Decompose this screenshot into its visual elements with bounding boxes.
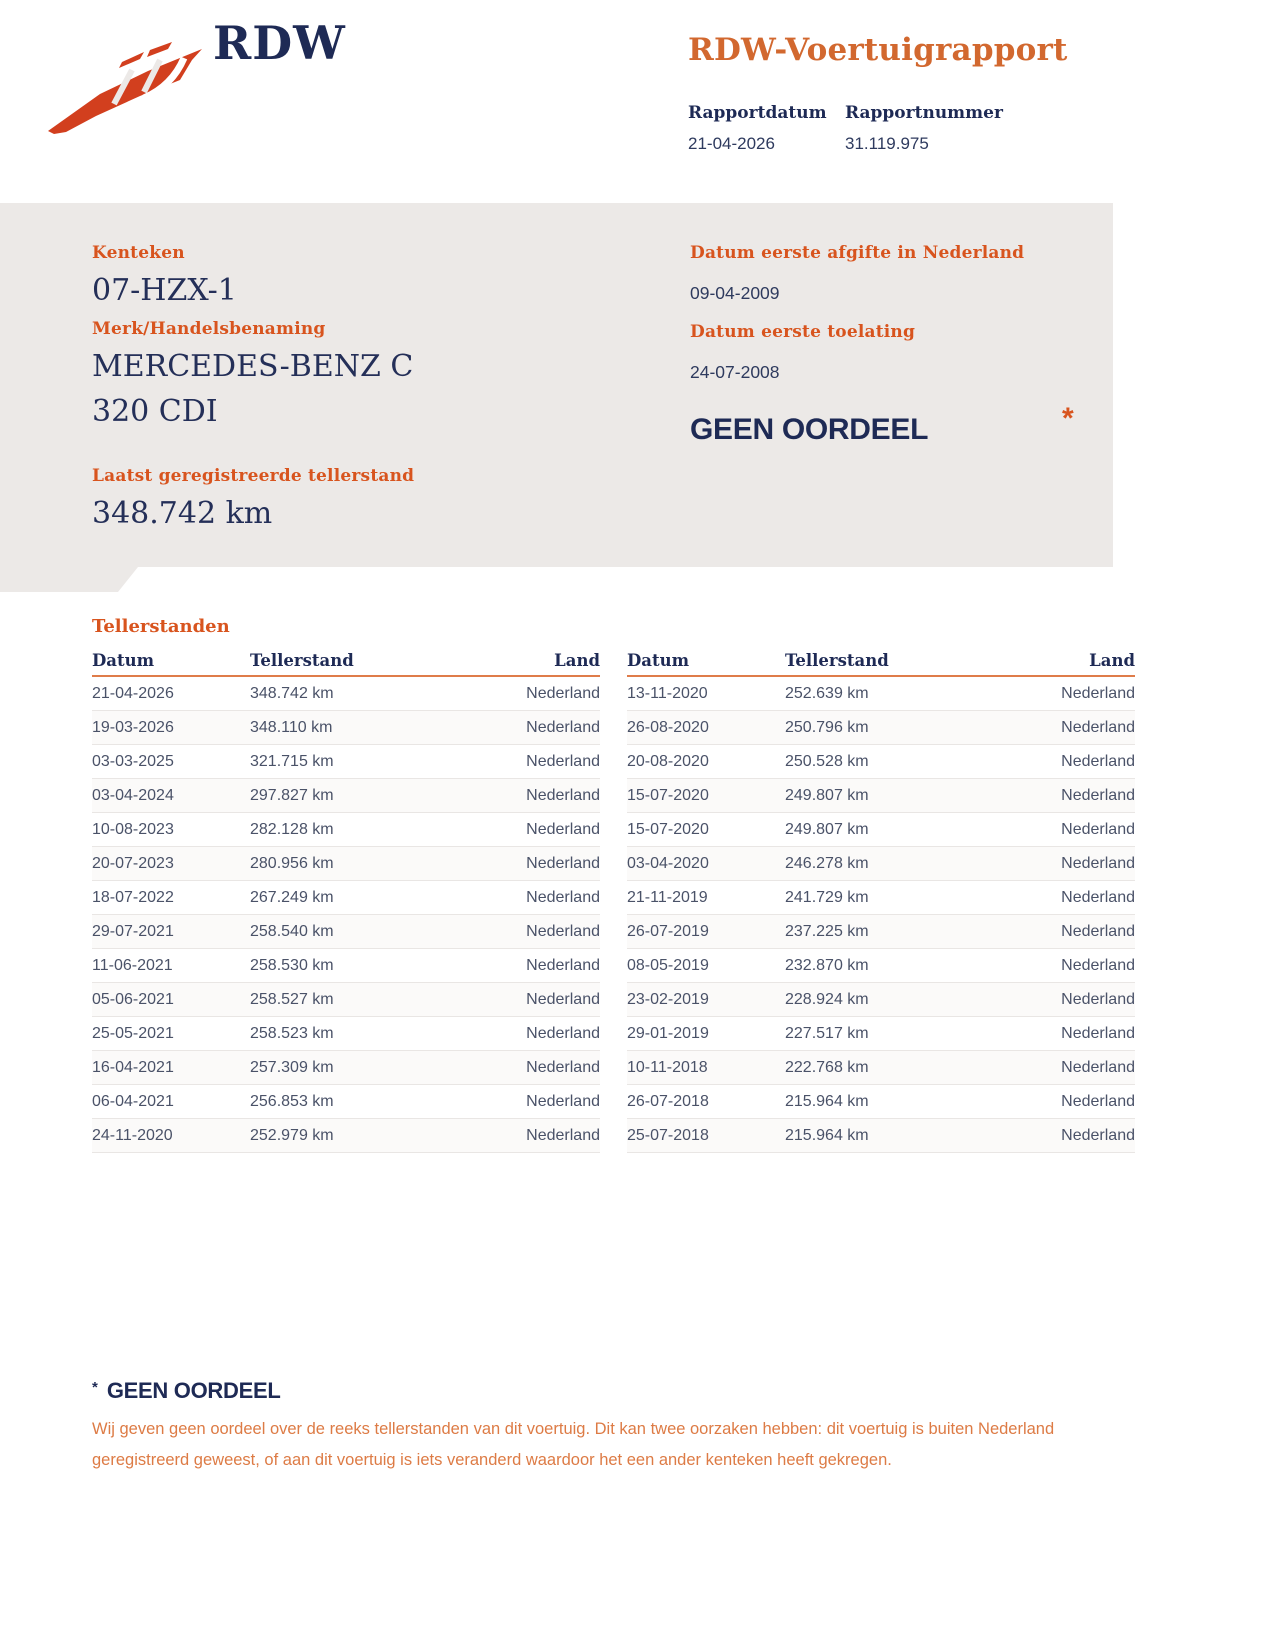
tellerstanden-table-right — [627, 646, 1135, 1153]
tellerstanden-table-left — [92, 646, 600, 1153]
table-row — [92, 677, 600, 711]
table-cell: 15-07-2020 — [627, 786, 709, 804]
table-cell: 08-05-2019 — [627, 956, 709, 974]
logo-wordmark: RDW — [213, 16, 346, 70]
table-cell: 16-04-2021 — [92, 1058, 174, 1076]
table-cell: Nederland — [526, 752, 600, 770]
table-cell: 23-02-2019 — [627, 990, 709, 1008]
table-row — [627, 1017, 1135, 1051]
table-cell: Nederland — [526, 956, 600, 974]
table-row — [92, 779, 600, 813]
table-cell: 29-01-2019 — [627, 1024, 709, 1042]
table-cell: 25-05-2021 — [92, 1024, 174, 1042]
column-header: Tellerstand — [250, 651, 354, 670]
tellerstanden-tables — [92, 646, 1135, 1153]
table-cell: 26-08-2020 — [627, 718, 709, 736]
table-cell: 222.768 km — [785, 1058, 869, 1076]
table-cell: Nederland — [1061, 752, 1135, 770]
table-cell: 227.517 km — [785, 1024, 869, 1042]
table-cell: 20-08-2020 — [627, 752, 709, 770]
table-row — [92, 1017, 600, 1051]
table-cell: Nederland — [526, 990, 600, 1008]
table-cell: 26-07-2018 — [627, 1092, 709, 1110]
report-date-label: Rapportdatum — [688, 103, 827, 123]
table-cell: Nederland — [1061, 956, 1135, 974]
column-header: Datum — [92, 651, 155, 670]
table-cell: Nederland — [526, 718, 600, 736]
toelating-label: Datum eerste toelating — [690, 322, 916, 342]
table-row — [627, 915, 1135, 949]
table-row — [627, 745, 1135, 779]
table-cell: Nederland — [526, 922, 600, 940]
table-cell: 21-11-2019 — [627, 888, 708, 906]
tellerstand-label: Laatst geregistreerde tellerstand — [92, 466, 415, 486]
footnote-text: Wij geven geen oordeel over de reeks tellerstanden van dit voertuig. Dit kan twee oorzaken hebben: dit voertuig is buiten Nederland geregistreerd geweest, of aan dit voertuig is iets veranderd waardoor het een ander kenteken heeft gekregen. — [92, 1420, 1055, 1469]
table-row — [627, 779, 1135, 813]
table-cell: Nederland — [526, 786, 600, 804]
table-row — [627, 1051, 1135, 1085]
table-row — [627, 949, 1135, 983]
table-cell: 280.956 km — [250, 854, 334, 872]
table-cell: 249.807 km — [785, 786, 869, 804]
report-date-value: 21-04-2026 — [688, 134, 775, 153]
table-row — [627, 1085, 1135, 1119]
table-cell: 20-07-2023 — [92, 854, 174, 872]
table-cell: 258.540 km — [250, 922, 334, 940]
verdict-asterisk: * — [1062, 402, 1074, 435]
table-row — [92, 711, 600, 745]
table-cell: 03-04-2020 — [627, 854, 709, 872]
table-row — [627, 1119, 1135, 1153]
table-cell: 215.964 km — [785, 1126, 869, 1144]
merk-value: MERCEDES-BENZ C 320 CDI — [92, 349, 414, 429]
table-cell: Nederland — [1061, 718, 1135, 736]
table-cell: 250.796 km — [785, 718, 869, 736]
table-cell: 258.523 km — [250, 1024, 334, 1042]
table-cell: 267.249 km — [250, 888, 334, 906]
table-cell: 246.278 km — [785, 854, 869, 872]
table-cell: Nederland — [1061, 888, 1135, 906]
table-row — [92, 915, 600, 949]
table-cell: Nederland — [526, 854, 600, 872]
report-number-value: 31.119.975 — [845, 134, 929, 153]
table-row — [92, 813, 600, 847]
table-cell: Nederland — [526, 820, 600, 838]
table-cell: 10-08-2023 — [92, 820, 174, 838]
table-row — [92, 1119, 600, 1153]
table-cell: Nederland — [526, 1092, 600, 1110]
table-cell: 232.870 km — [785, 956, 869, 974]
table-cell: 257.309 km — [250, 1058, 334, 1076]
table-row — [92, 1085, 600, 1119]
report-meta — [688, 103, 1003, 154]
table-row — [92, 983, 600, 1017]
table-cell: 252.979 km — [250, 1126, 334, 1144]
table-cell: Nederland — [1061, 786, 1135, 804]
table-cell: 25-07-2018 — [627, 1126, 709, 1144]
table-cell: 228.924 km — [785, 990, 869, 1008]
kenteken-value: 07-HZX-1 — [92, 273, 237, 308]
column-header: Land — [1089, 651, 1135, 670]
table-cell: 15-07-2020 — [627, 820, 709, 838]
table-cell: 252.639 km — [785, 684, 869, 702]
column-header: Tellerstand — [785, 651, 889, 670]
tellerstand-value: 348.742 km — [92, 496, 273, 531]
table-row — [627, 677, 1135, 711]
page-title: RDW-Voertuigrapport — [688, 32, 1068, 68]
report-number-block — [845, 103, 1003, 154]
table-cell: 26-07-2019 — [627, 922, 709, 940]
table-cell: 10-11-2018 — [627, 1058, 708, 1076]
table-cell: 282.128 km — [250, 820, 334, 838]
table-cell: Nederland — [526, 684, 600, 702]
table-row — [627, 881, 1135, 915]
table-cell: 215.964 km — [785, 1092, 869, 1110]
table-row — [92, 847, 600, 881]
footnote-title: GEEN OORDEEL — [106, 1378, 281, 1403]
table-row — [92, 745, 600, 779]
tellerstanden-section-title: Tellerstanden — [92, 616, 230, 637]
report-number-label: Rapportnummer — [845, 103, 1003, 123]
table-row — [627, 711, 1135, 745]
table-cell: 29-07-2021 — [92, 922, 174, 940]
table-cell: 258.530 km — [250, 956, 334, 974]
table-cell: 348.110 km — [250, 718, 333, 736]
table-cell: 11-06-2021 — [92, 956, 173, 974]
table-cell: Nederland — [1061, 990, 1135, 1008]
table-cell: 18-07-2022 — [92, 888, 174, 906]
table-row — [92, 881, 600, 915]
table-cell: 03-04-2024 — [92, 786, 174, 804]
table-cell: Nederland — [1061, 820, 1135, 838]
table-cell: Nederland — [1061, 854, 1135, 872]
verdict-text: GEEN OORDEEL — [690, 413, 929, 446]
afgifte-value: 09-04-2009 — [690, 283, 780, 303]
table-cell: 237.225 km — [785, 922, 869, 940]
footnote-title-row — [92, 1378, 281, 1404]
table-cell: Nederland — [1061, 922, 1135, 940]
table-cell: Nederland — [1061, 1092, 1135, 1110]
table-cell: Nederland — [526, 1126, 600, 1144]
table-row — [627, 847, 1135, 881]
footnote-asterisk: * — [92, 1379, 98, 1396]
table-cell: 03-03-2025 — [92, 752, 174, 770]
table-row — [627, 983, 1135, 1017]
table-cell: 258.527 km — [250, 990, 334, 1008]
table-cell: Nederland — [526, 888, 600, 906]
table-cell: 21-04-2026 — [92, 684, 174, 702]
table-cell: 13-11-2020 — [627, 684, 708, 702]
toelating-value: 24-07-2008 — [690, 362, 780, 382]
table-cell: Nederland — [1061, 1126, 1135, 1144]
column-header: Land — [554, 651, 600, 670]
table-header-row — [627, 646, 1135, 677]
table-cell: 348.742 km — [250, 684, 334, 702]
rdw-logo-icon — [44, 36, 206, 136]
table-cell: Nederland — [526, 1024, 600, 1042]
table-cell: Nederland — [1061, 684, 1135, 702]
table-header-row — [92, 646, 600, 677]
column-header: Datum — [627, 651, 690, 670]
table-cell: 256.853 km — [250, 1092, 334, 1110]
report-date-block — [688, 103, 827, 154]
table-cell: 06-04-2021 — [92, 1092, 174, 1110]
table-cell: Nederland — [526, 1058, 600, 1076]
table-cell: Nederland — [1061, 1058, 1135, 1076]
table-cell: 297.827 km — [250, 786, 334, 804]
table-cell: 24-11-2020 — [92, 1126, 173, 1144]
table-cell: 241.729 km — [785, 888, 869, 906]
merk-label: Merk/Handelsbenaming — [92, 319, 326, 339]
table-cell: 05-06-2021 — [92, 990, 174, 1008]
table-cell: 249.807 km — [785, 820, 869, 838]
table-row — [627, 813, 1135, 847]
table-row — [92, 949, 600, 983]
table-cell: 321.715 km — [250, 752, 334, 770]
table-cell: 250.528 km — [785, 752, 869, 770]
kenteken-label: Kenteken — [92, 243, 185, 263]
table-row — [92, 1051, 600, 1085]
afgifte-label: Datum eerste afgifte in Nederland — [690, 243, 1025, 263]
table-cell: 19-03-2026 — [92, 718, 174, 736]
table-cell: Nederland — [1061, 1024, 1135, 1042]
